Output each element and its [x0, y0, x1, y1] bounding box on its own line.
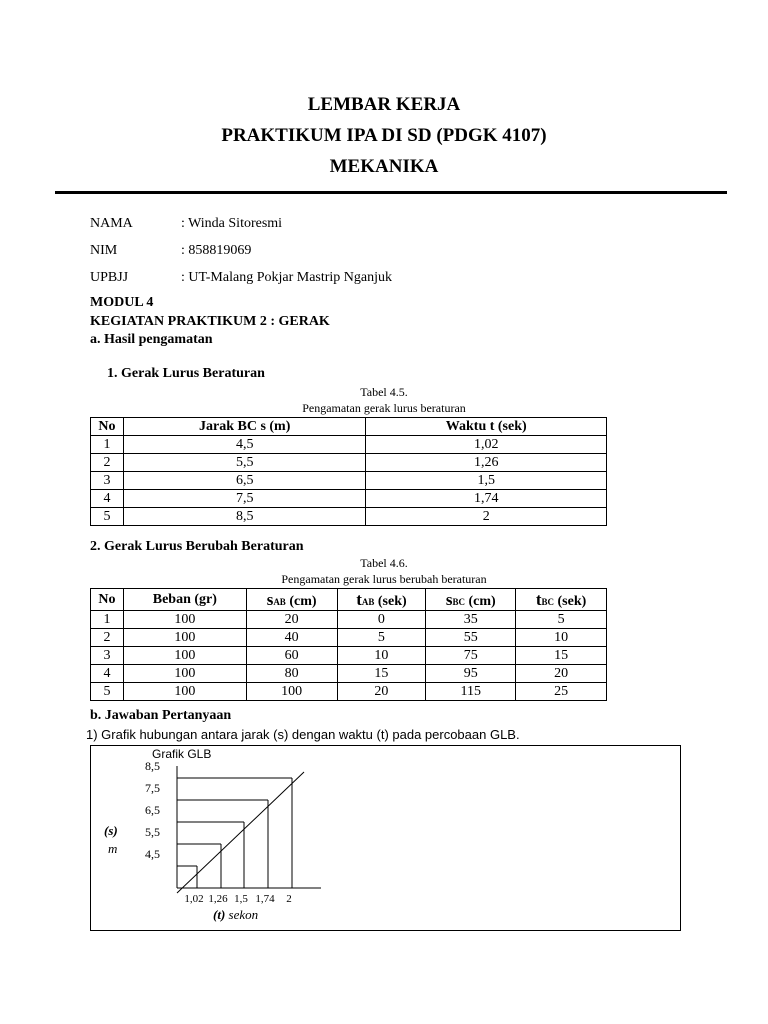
- table-cell: 5,5: [123, 454, 366, 472]
- section-a-heading: a. Hasil pengamatan: [90, 332, 213, 347]
- x-tick-label: 1,26: [208, 893, 228, 905]
- col-header-tab: tAB (sek): [337, 589, 426, 611]
- glbb-heading: 2. Gerak Lurus Berubah Beraturan: [90, 539, 304, 554]
- table-cell: 100: [246, 683, 337, 701]
- table-cell: 1,02: [366, 436, 607, 454]
- table-cell: 75: [426, 647, 516, 665]
- title-line-3: MEKANIKA: [329, 156, 439, 177]
- table-cell: 100: [123, 683, 246, 701]
- table-cell: 5: [91, 508, 124, 526]
- x-tick-label: 1,74: [255, 893, 275, 905]
- col-header: Jarak BC s (m): [123, 418, 366, 436]
- table-cell: 60: [246, 647, 337, 665]
- table-cell: 1: [91, 611, 124, 629]
- table-cell: 10: [337, 647, 426, 665]
- table-cell: 20: [516, 665, 607, 683]
- kegiatan-heading: KEGIATAN PRAKTIKUM 2 : GERAK: [90, 314, 330, 329]
- table-cell: 2: [91, 629, 124, 647]
- glb-caption-2: Pengamatan gerak lurus beraturan: [302, 401, 466, 415]
- table-cell: 4,5: [123, 436, 366, 454]
- x-tick-label: 1,5: [234, 893, 248, 905]
- table-cell: 1,26: [366, 454, 607, 472]
- table-cell: 20: [246, 611, 337, 629]
- table-cell: 95: [426, 665, 516, 683]
- label-nim: NIM: [90, 243, 118, 258]
- table-cell: 100: [123, 629, 246, 647]
- x-axis-label: (t) sekon: [213, 907, 259, 922]
- table-cell: 5: [91, 683, 124, 701]
- glbb-caption-1: Tabel 4.6.: [360, 556, 408, 570]
- table-cell: 1,5: [366, 472, 607, 490]
- table-cell: 2: [366, 508, 607, 526]
- glb-series-line: [177, 772, 304, 893]
- label-nama: NAMA: [90, 216, 133, 231]
- table-cell: 80: [246, 665, 337, 683]
- table-cell: 115: [426, 683, 516, 701]
- glbb-caption-2: Pengamatan gerak lurus berubah beraturan: [281, 572, 487, 586]
- title-line-1: LEMBAR KERJA: [307, 94, 461, 115]
- y-axis-label: (s): [104, 823, 118, 838]
- y-tick-label: 7,5: [145, 781, 160, 795]
- table-cell: 100: [123, 611, 246, 629]
- table-cell: 4: [91, 490, 124, 508]
- table-cell: 10: [516, 629, 607, 647]
- table-cell: 20: [337, 683, 426, 701]
- table-cell: 100: [123, 665, 246, 683]
- y-tick-label: 8,5: [145, 759, 160, 773]
- col-header: No: [91, 418, 124, 436]
- table-cell: 2: [91, 454, 124, 472]
- table-cell: 35: [426, 611, 516, 629]
- table-cell: 0: [337, 611, 426, 629]
- value-nim: : 858819069: [181, 243, 252, 258]
- x-tick-label: 1,02: [184, 893, 204, 905]
- col-header-no: No: [91, 589, 124, 611]
- glb-caption-1: Tabel 4.5.: [360, 385, 408, 399]
- value-upbjj: : UT-Malang Pokjar Mastrip Nganjuk: [181, 270, 393, 285]
- chart-title: Grafik GLB: [152, 747, 212, 761]
- table-cell: 5: [516, 611, 607, 629]
- table-cell: 40: [246, 629, 337, 647]
- y-tick-label: 4,5: [145, 847, 160, 861]
- table-cell: 5: [337, 629, 426, 647]
- label-upbjj: UPBJJ: [90, 270, 129, 285]
- col-header-sab: sAB (cm): [246, 589, 337, 611]
- col-header: Waktu t (sek): [366, 418, 607, 436]
- table-cell: 15: [337, 665, 426, 683]
- y-axis-unit: m: [108, 841, 118, 856]
- modul-heading: MODUL 4: [90, 295, 154, 310]
- table-cell: 1: [91, 436, 124, 454]
- table-cell: 7,5: [123, 490, 366, 508]
- y-tick-label: 6,5: [145, 803, 160, 817]
- col-header-tbc: tBC (sek): [516, 589, 607, 611]
- x-tick-label: 2: [286, 893, 292, 905]
- col-header-sbc: sBC (cm): [426, 589, 516, 611]
- table-cell: 3: [91, 472, 124, 490]
- table-cell: 6,5: [123, 472, 366, 490]
- table-cell: 1,74: [366, 490, 607, 508]
- y-tick-label: 5,5: [145, 825, 160, 839]
- title-line-2: PRAKTIKUM IPA DI SD (PDGK 4107): [221, 125, 547, 146]
- table-cell: 3: [91, 647, 124, 665]
- value-nama: : Winda Sitoresmi: [181, 216, 283, 231]
- table-cell: 100: [123, 647, 246, 665]
- table-cell: 4: [91, 665, 124, 683]
- table-cell: 15: [516, 647, 607, 665]
- col-header-beban: Beban (gr): [123, 589, 246, 611]
- table-cell: 55: [426, 629, 516, 647]
- section-b-heading: b. Jawaban Pertanyaan: [90, 708, 232, 723]
- table-cell: 8,5: [123, 508, 366, 526]
- table-cell: 25: [516, 683, 607, 701]
- glb-heading: 1. Gerak Lurus Beraturan: [107, 366, 265, 381]
- question-1: 1) Grafik hubungan antara jarak (s) dengan waktu (t) pada percobaan GLB.: [86, 727, 520, 742]
